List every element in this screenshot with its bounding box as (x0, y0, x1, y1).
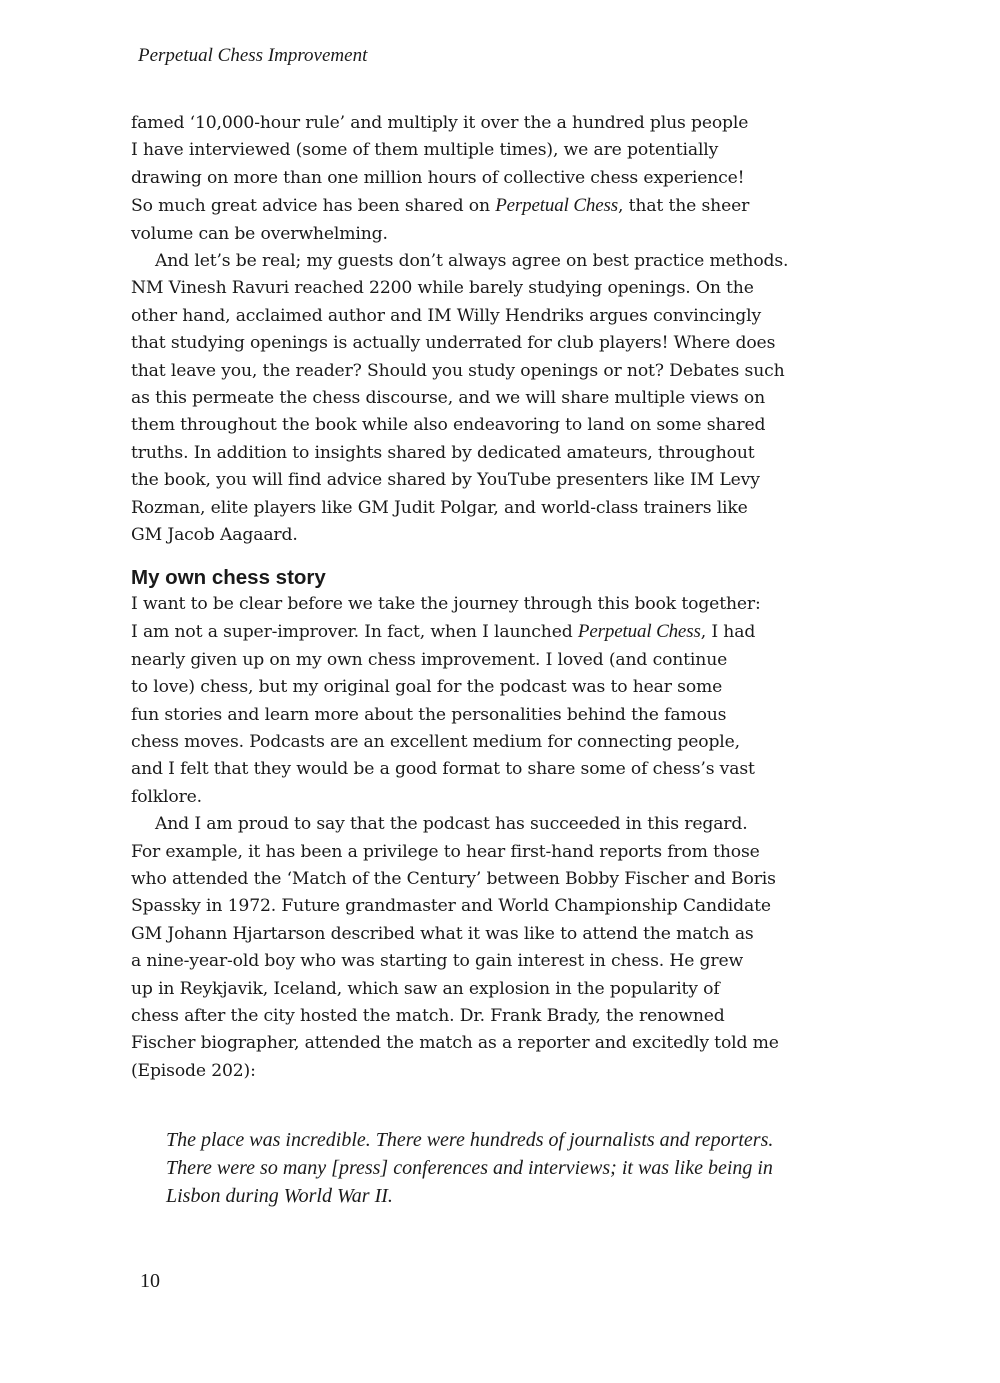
text-line: drawing on more than one million hours of collective chess experience! (131, 167, 745, 188)
quote-line: The place was incredible. There were hundreds of journalists and reporters. (166, 1129, 774, 1151)
paragraph-1 (131, 110, 871, 248)
text-line: up in Reykjavik, Iceland, which saw an explosion in the popularity of (131, 978, 720, 999)
quote-line: There were so many [press] conferences and interviews; it was like being in (166, 1157, 773, 1179)
text-line: GM Johann Hjartarson described what it was like to attend the match as (131, 923, 754, 944)
text-line: folklore. (131, 786, 202, 807)
text-line: as this permeate the chess discourse, and we will share multiple views on (131, 388, 766, 409)
text-line: (Episode 202): (131, 1060, 256, 1081)
book-title-italic: Perpetual Chess (577, 621, 701, 643)
text-run: I am not a super-improver. In fact, when I launched (131, 622, 578, 643)
text-line: that leave you, the reader? Should you study openings or not? Debates such (131, 360, 785, 381)
text-line: chess moves. Podcasts are an excellent medium for connecting people, (131, 731, 740, 752)
text-line: And I am proud to say that the podcast has succeeded in this regard. (155, 814, 748, 835)
text-line: Spassky in 1972. Future grandmaster and World Championship Candidate (131, 896, 771, 917)
text-line (131, 618, 871, 646)
page-number: 10 (140, 1270, 160, 1292)
text-line: who attended the ‘Match of the Century’ between Bobby Fischer and Boris (131, 868, 776, 889)
paragraph-2 (131, 248, 871, 549)
text-line: the book, you will find advice shared by YouTube presenters like IM Levy (131, 470, 760, 491)
paragraph-3 (131, 591, 871, 811)
text-line: I want to be clear before we take the journey through this book together: (131, 593, 761, 614)
text-line: truths. In addition to insights shared by dedicated amateurs, throughout (131, 442, 755, 463)
text-line: chess after the city hosted the match. Dr. Frank Brady, the renowned (131, 1006, 725, 1026)
text-line: nearly given up on my own chess improvement. I loved (and continue (131, 649, 728, 670)
text-line: GM Jacob Aagaard. (131, 525, 298, 546)
text-line: Rozman, elite players like GM Judit Polgar, and world-class trainers like (131, 497, 748, 518)
text-line: to love) chess, but my original goal for the podcast was to hear some (131, 677, 723, 698)
block-quote (166, 1126, 773, 1210)
text-line: other hand, acclaimed author and IM Willy Hendriks argues convincingly (131, 305, 762, 326)
text-line: fun stories and learn more about the personalities behind the famous (131, 704, 727, 725)
quote-line: Lisbon during World War II. (166, 1185, 393, 1207)
text-line: them throughout the book while also endeavoring to land on some shared (131, 415, 766, 436)
text-line: and I felt that they would be a good format to share some of chess’s vast (131, 759, 755, 780)
text-line: that studying openings is actually underrated for club players! Where does (131, 333, 776, 354)
text-line: And let’s be real; my guests don’t always agree on best practice methods. (155, 251, 789, 272)
text-line: volume can be overwhelming. (131, 223, 388, 244)
paragraph-4 (131, 811, 871, 1085)
text-line: Fischer biographer, attended the match as a reporter and excitedly told me (131, 1033, 779, 1054)
text-run: So much great advice has been shared on (131, 196, 496, 217)
section-heading: My own chess story (131, 565, 326, 589)
text-run: , I had (700, 622, 756, 643)
text-line: a nine-year-old boy who was starting to gain interest in chess. He grew (131, 951, 744, 972)
running-head: Perpetual Chess Improvement (138, 45, 368, 66)
text-line (131, 192, 871, 220)
body-text (131, 110, 871, 1085)
text-line: I have interviewed (some of them multiple times), we are potentially (131, 140, 719, 161)
book-title-italic: Perpetual Chess (495, 195, 619, 217)
text-line: famed ‘10,000-hour rule’ and multiply it over the a hundred plus people (131, 113, 749, 133)
text-line: For example, it has been a privilege to hear first-hand reports from those (131, 841, 760, 862)
text-run: , that the sheer (618, 196, 750, 217)
text-line: NM Vinesh Ravuri reached 2200 while barely studying openings. On the (131, 278, 754, 299)
